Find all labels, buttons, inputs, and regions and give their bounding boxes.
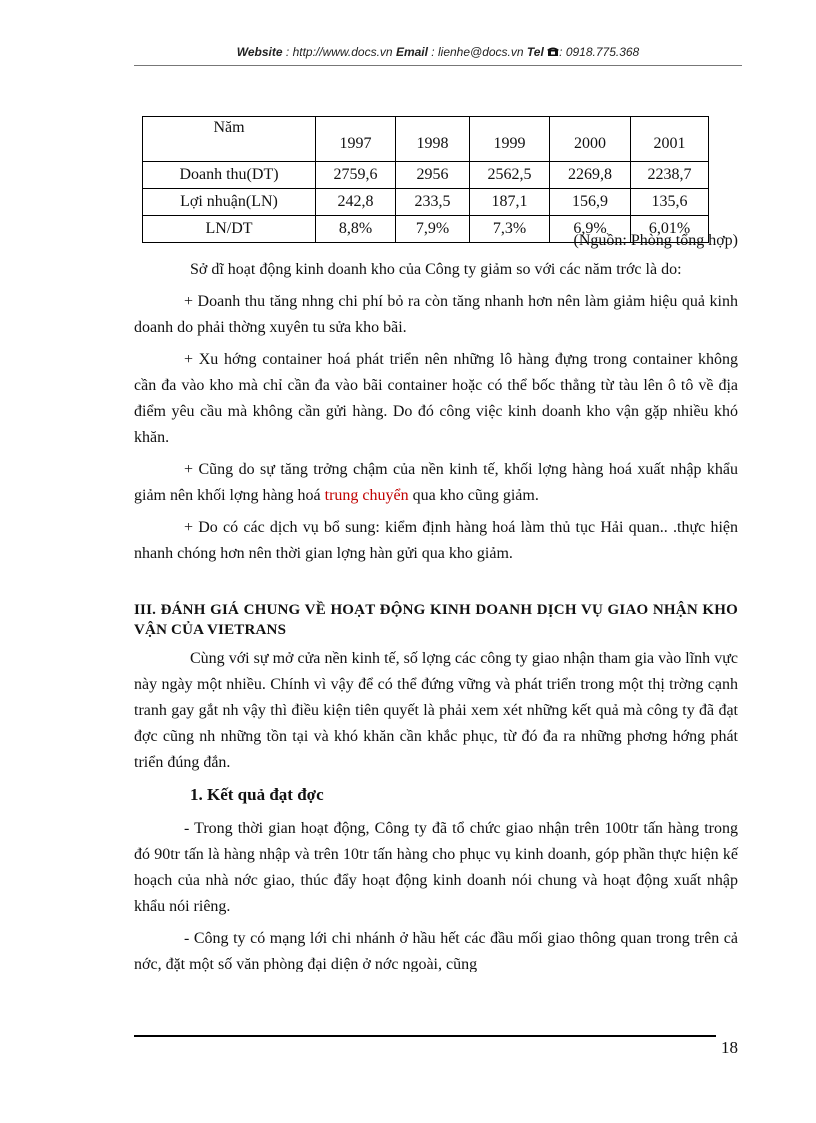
paragraph: Sở dĩ hoạt động kinh doanh kho của Công ty giảm so với các năm trớc là do: — [190, 261, 682, 278]
table-cell: 7,9% — [396, 216, 470, 243]
table-header-cell: Năm — [143, 117, 316, 162]
paragraph-text: qua kho cũng giảm. — [408, 487, 539, 504]
table-header-cell: 2000 — [550, 117, 631, 162]
table-cell: 7,3% — [470, 216, 550, 243]
table-cell: 156,9 — [550, 189, 631, 216]
table-cell: 187,1 — [470, 189, 550, 216]
body-text-block-2 — [134, 600, 738, 972]
table-header-row — [143, 117, 709, 162]
table-cell: 2238,7 — [631, 162, 709, 189]
table-header-cell: 1998 — [396, 117, 470, 162]
revenue-profit-table — [142, 116, 709, 243]
highlighted-term: trung chuyển — [324, 487, 409, 504]
paragraph: Cùng với sự mở cửa nền kinh tế, số lợng các công ty giao nhận tham gia vào lĩnh vực này ngày một nhiều. Chính vì vậy để có thể đứng vững và phát triển trong một thị trờng cạnh tranh gay gắt nh vậy thì điều kiện tiên quyết là phải xem xét những kết quả mà công ty đã đạt đợc cũng nh những tồn tại và khó khăn cần khắc phục, từ đó đa ra những phơng hớng phát triển đúng đắn. — [134, 650, 738, 771]
paragraph: + Do có các dịch vụ bổ sung: kiểm định hàng hoá làm thủ tục Hải quan.. .thực hiện nhanh chóng hơn nên thời gian lợng hàn gửi qua kho giảm. — [134, 519, 738, 562]
tel-label: Tel — [526, 45, 544, 59]
table-cell: LN/DT — [143, 216, 316, 243]
table-cell: Doanh thu(DT) — [143, 162, 316, 189]
paragraph: - Công ty có mạng lới chi nhánh ở hầu hết các đầu mối giao thông quan trong trên cả nớc, đặt một số văn phòng đại diện ở nớc ngoài, cũng — [134, 930, 738, 972]
table-cell: 2562,5 — [470, 162, 550, 189]
email-value[interactable]: lienhe@docs.vn — [437, 45, 524, 59]
table-header-cell: 1999 — [470, 117, 550, 162]
subsection-heading: 1. Kết quả đạt đợc — [190, 785, 324, 804]
table-cell: 135,6 — [631, 189, 709, 216]
table-cell: 2269,8 — [550, 162, 631, 189]
table-cell: 2956 — [396, 162, 470, 189]
section-heading: III. ĐÁNH GIÁ CHUNG VỀ HOẠT ĐỘNG KINH DOANH DỊCH VỤ GIAO NHẬN KHO VẬN CỦA VIETRANS — [134, 602, 738, 638]
table-row — [143, 189, 709, 216]
paragraph: - Trong thời gian hoạt động, Công ty đã tổ chức giao nhận trên 100tr tấn hàng trong đó 90tr tấn là hàng nhập và trên 10tr tấn hàng cho phục vụ kinh doanh, góp phần thực hiện kế hoạch của nhà nớc giao, thúc đẩy hoạt động kinh doanh nói chung và hoạt động xuất nhập khẩu nói riêng. — [134, 820, 738, 915]
table-header-cell: 1997 — [316, 117, 396, 162]
paragraph: + Xu hớng container hoá phát triển nên những lô hàng đựng trong container không cần đa vào kho mà chỉ cần đa vào bãi container hoặc có thể bốc thẳng từ tàu lên ô tô về địa điểm yêu cầu mà không cần gửi hàng. Do đó công việc kinh doanh kho vận gặp nhiều khó khăn. — [134, 351, 738, 446]
page-header — [134, 45, 742, 59]
table-row — [143, 162, 709, 189]
table-cell: 6,01% — [631, 216, 709, 243]
website-sep: : — [282, 45, 293, 59]
paragraph — [134, 457, 738, 509]
phone-icon — [547, 46, 559, 57]
table-cell: 6,9% — [550, 216, 631, 243]
table-source-note: (Nguồn: Phòng tổng hợp) — [573, 232, 738, 249]
paragraph-text: + Cũng do sự tăng trởng chậm của nền kinh tế, khối lợng hàng hoá xuất nhập khẩu giảm nên khối lợng hàng hoá — [134, 461, 738, 504]
email-label: Email — [395, 45, 428, 59]
paragraph: + Doanh thu tăng nhng chi phí bỏ ra còn tăng nhanh hơn nên làm giảm hiệu quả kinh doanh do phải thờng xuyên tu sửa kho bãi. — [134, 293, 738, 336]
table-cell: 233,5 — [396, 189, 470, 216]
table-cell: Lợi nhuận(LN) — [143, 189, 316, 216]
body-text-block-1 — [134, 257, 738, 573]
website-url[interactable]: http://www.docs.vn — [292, 45, 393, 59]
website-label: Website — [236, 45, 283, 59]
table-header-cell: 2001 — [631, 117, 709, 162]
table-cell: 242,8 — [316, 189, 396, 216]
table-cell: 8,8% — [316, 216, 396, 243]
header-rule — [134, 65, 742, 66]
footer-rule — [134, 1035, 716, 1037]
email-sep: : — [427, 45, 438, 59]
tel-value: : 0918.775.368 — [559, 45, 640, 59]
table-cell: 2759,6 — [316, 162, 396, 189]
page-number: 18 — [721, 1038, 738, 1057]
